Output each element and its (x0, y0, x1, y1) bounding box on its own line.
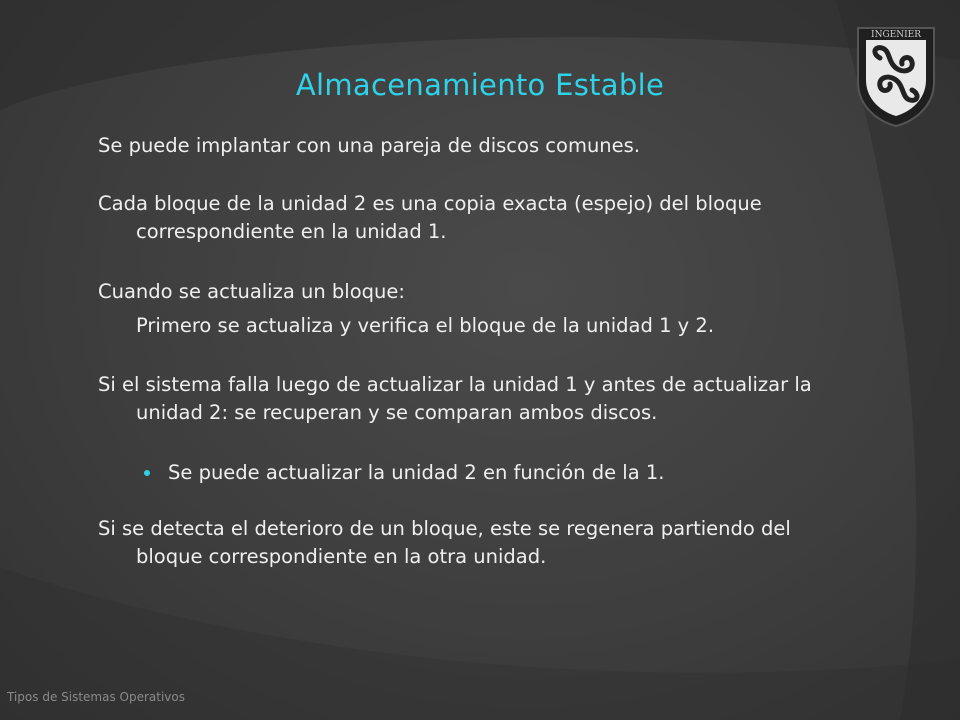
slide-title: Almacenamiento Estable (295, 68, 665, 102)
bullet-item (144, 459, 836, 487)
svg-text:INGENIER: INGENIER (871, 30, 921, 40)
paragraph-4: Si el sistema falla luego de actualizar la unidad 1 y antes de actualizar la unidad 2: se recuperan y se comparan ambos discos. (98, 373, 812, 424)
slide-body (98, 132, 836, 571)
paragraph-3: Cuando se actualiza un bloque: (98, 280, 405, 303)
paragraph-1: Se puede implantar con una pareja de discos comunes. (98, 134, 641, 157)
university-crest-icon (854, 24, 938, 128)
bullet-dot-icon (144, 470, 150, 476)
slide-footer: Tipos de Sistemas Operativos (7, 690, 186, 704)
paragraph-5: Si se detecta el deterioro de un bloque, este se regenera partiendo del bloque correspondiente en la otra unidad. (98, 517, 791, 568)
bullet-text: Se puede actualizar la unidad 2 en función de la 1. (168, 461, 665, 484)
paragraph-3-sub: Primero se actualiza y verifica el bloque de la unidad 1 y 2. (136, 314, 715, 337)
paragraph-2: Cada bloque de la unidad 2 es una copia exacta (espejo) del bloque correspondiente en la unidad 1. (98, 192, 762, 243)
